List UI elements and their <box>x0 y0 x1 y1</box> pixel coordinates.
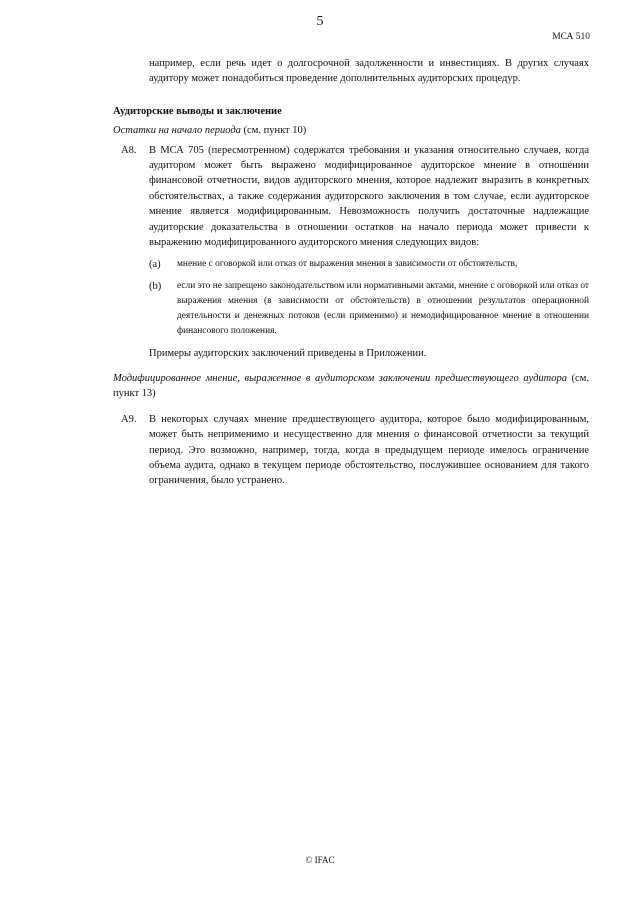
list-item-text: если это не запрещено законодательством или нормативными актами, мнение с оговоркой или отказ от выражения мнения (в зависимости от обстоятельств) в отношении результатов операционной деятельности и денежных потоков (если применимо) и немодифицированное мнение в отношении финансового положения. <box>177 281 589 337</box>
section-heading: Аудиторские выводы и заключение <box>113 105 282 117</box>
paragraph-text: В МСА 705 (пересмотренном) содержатся требования и указания относительно случаев, когда аудитором может быть выражено модифицированное аудиторское мнение в отношении финансовой отчетности, видов аудиторского мнения, которое надлежит выразить в конкретных обстоятельствах, а также содержания аудиторского заключения в том случае, если аудиторское мнение является модифицированным. Невозможность получить достаточные надлежащие аудиторские доказательства в отношении остатков на начало периода может привести к выражению модифицированного аудиторского мнения следующих видов: <box>149 144 589 249</box>
list-marker: (a) <box>149 259 161 271</box>
subheading-prior-auditor <box>113 371 589 402</box>
subheading-reference: (см. пункт 13) <box>113 372 589 400</box>
list-item <box>149 257 589 272</box>
intro-paragraph: например, если речь идет о долгосрочной задолженности и инвестициях. В других случаях аудитору может понадобиться проведение дополнительных аудиторских процедур. <box>149 58 589 85</box>
subheading-title: Остатки на начало периода <box>113 125 241 137</box>
list-item-text: мнение с оговоркой или отказ от выражения мнения в зависимости от обстоятельств, <box>177 259 518 270</box>
list-marker: (b) <box>149 281 162 293</box>
standard-reference: МСА 510 <box>552 32 590 42</box>
footer-copyright: © IFAC <box>305 855 335 865</box>
paragraph-a8 <box>113 143 589 362</box>
paragraph-number: A8. <box>121 144 137 156</box>
page-number: 5 <box>316 14 324 29</box>
subheading-title: Модифицированное мнение, выраженное в аудиторском заключении предшествующего аудитора <box>113 372 567 384</box>
document-body <box>113 56 589 489</box>
paragraph-number: A9. <box>121 413 137 425</box>
opinion-types-list <box>149 257 589 339</box>
paragraph-a9 <box>113 412 589 489</box>
closing-sentence: Примеры аудиторских заключений приведены в Приложении. <box>149 348 427 360</box>
subheading-opening-balances <box>113 123 589 138</box>
list-item <box>149 279 589 339</box>
subheading-reference: (см. пункт 10) <box>240 125 307 137</box>
paragraph-text: В некоторых случаях мнение предшествующего аудитора, которое было модифицированным, может быть неприменимо и несущественно для мнения о финансовой отчетности за текущий период. Это возможно, например, тогда, когда в предыдущем периоде имелось ограничение объема аудита, однако в текущем периоде обстоятельство, послужившее основанием для такого ограничения, было устранено. <box>149 413 589 487</box>
